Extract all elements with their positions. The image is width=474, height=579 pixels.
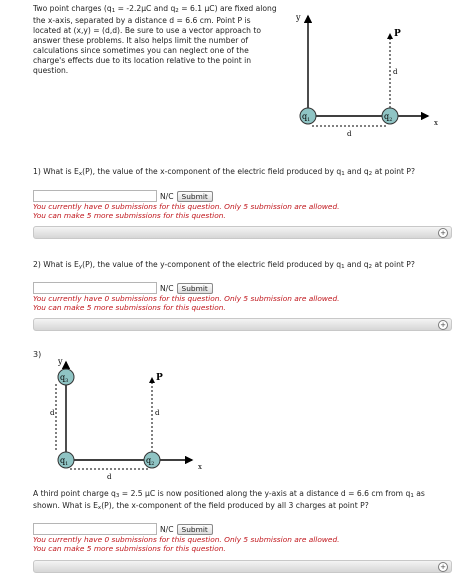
q-text: and q — [344, 167, 369, 176]
intro-text: = -2.2μC and q — [115, 4, 176, 13]
plus-icon[interactable]: + — [438, 320, 448, 330]
question-3-number: 3) — [33, 350, 42, 359]
submission-remaining: You can make 5 more submissions for this question. — [33, 303, 226, 312]
diagram-three-charges — [36, 352, 216, 484]
answer-row-2 — [33, 282, 213, 294]
hint-bar-3[interactable] — [33, 560, 452, 573]
q-text: A third point charge q — [33, 489, 116, 498]
q-text: (P), the value of the y-component of the electric field produced by q — [82, 260, 342, 269]
submission-remaining: You can make 5 more submissions for this question. — [33, 211, 226, 220]
plus-icon[interactable]: + — [438, 228, 448, 238]
unit-label: N/C — [160, 191, 174, 201]
answer-input-3[interactable] — [33, 523, 157, 535]
charge-q1-label: $q_1$ — [60, 456, 69, 467]
q-text: 2) What is E — [33, 260, 79, 269]
unit-label: N/C — [160, 283, 174, 293]
q-sub: x — [78, 171, 83, 177]
q-sub: 2 — [368, 171, 373, 177]
q-sub: 2 — [368, 264, 373, 270]
answer-input-1[interactable] — [33, 190, 157, 202]
q-sub: 1 — [410, 493, 414, 499]
q-text: at point P? — [372, 167, 416, 176]
d-label-vertical: d — [393, 68, 398, 76]
charge-q1-label: $q_1$ — [302, 112, 311, 123]
submission-warning: You currently have 0 submissions for this question. Only 5 submission are allowed. — [33, 294, 340, 303]
answer-row-3 — [33, 523, 213, 535]
q-sub: 1 — [341, 171, 345, 177]
question-3-text — [33, 489, 453, 513]
point-p-label: P — [394, 29, 401, 39]
x-axis-label: x — [198, 463, 202, 471]
q-sub: x — [97, 505, 102, 511]
submit-button-3[interactable]: Submit — [177, 524, 213, 535]
problem-intro — [33, 4, 278, 76]
q-text: as shown. What is E — [33, 489, 425, 510]
d-label-horizontal: d — [347, 130, 352, 138]
submission-remaining: You can make 5 more submissions for this question. — [33, 544, 226, 553]
q-sub: 3 — [115, 493, 120, 499]
d-label-left: d — [50, 409, 55, 417]
q-text: at point P? — [372, 260, 415, 269]
intro-text: = 6.1 μC) are fixed along the x-axis, separated by a distance d = 6.6 cm. Point P is located at (x,y) = (d,d). Be sure to use a vector approach to answer these problems. It also helps limit the number of calculations since sometimes you can neglect one of the charge's effects due to its location relative to the point in question. — [33, 4, 277, 75]
intro-sub: 1 — [111, 8, 116, 14]
diagram-two-charges — [276, 8, 466, 148]
hint-bar-1[interactable] — [33, 226, 452, 239]
unit-label: N/C — [160, 524, 174, 534]
answer-row-1 — [33, 190, 213, 202]
y-axis-label: y — [296, 13, 301, 22]
submit-button-2[interactable]: Submit — [177, 283, 213, 294]
q-sub: y — [78, 264, 83, 270]
hint-bar-2[interactable] — [33, 318, 452, 331]
question-1-text — [33, 167, 453, 179]
answer-input-2[interactable] — [33, 282, 157, 294]
submission-warning: You currently have 0 submissions for this question. Only 5 submission are allowed. — [33, 535, 340, 544]
x-axis-label: x — [434, 119, 438, 127]
intro-sub: 2 — [175, 8, 179, 14]
d-label-bottom: d — [107, 473, 112, 481]
submission-warning: You currently have 0 submissions for this question. Only 5 submission are allowed. — [33, 202, 340, 211]
charge-q3-label: $q_3$ — [60, 373, 69, 384]
charge-q2-label: $q_2$ — [146, 456, 155, 467]
plus-icon[interactable]: + — [438, 562, 448, 572]
charge-q2-label: $q_2$ — [384, 112, 393, 123]
y-axis-label: y — [58, 357, 63, 366]
q-text: = 2.5 μC is now positioned along the y-axis at a distance d = 6.6 cm from q — [119, 489, 411, 498]
q-text: (P), the x-component of the field produced by all 3 charges at point P? — [101, 501, 369, 510]
q-sub: 1 — [341, 264, 345, 270]
point-p-label: P — [156, 373, 163, 383]
q-text: (P), the value of the x-component of the electric field produced by q — [82, 167, 342, 176]
question-2-text — [33, 260, 453, 272]
submit-button-1[interactable]: Submit — [177, 191, 213, 202]
q-text: and q — [344, 260, 369, 269]
q-text: 1) What is E — [33, 167, 79, 176]
intro-text: Two point charges (q — [33, 4, 112, 13]
d-label-right: d — [155, 409, 160, 417]
